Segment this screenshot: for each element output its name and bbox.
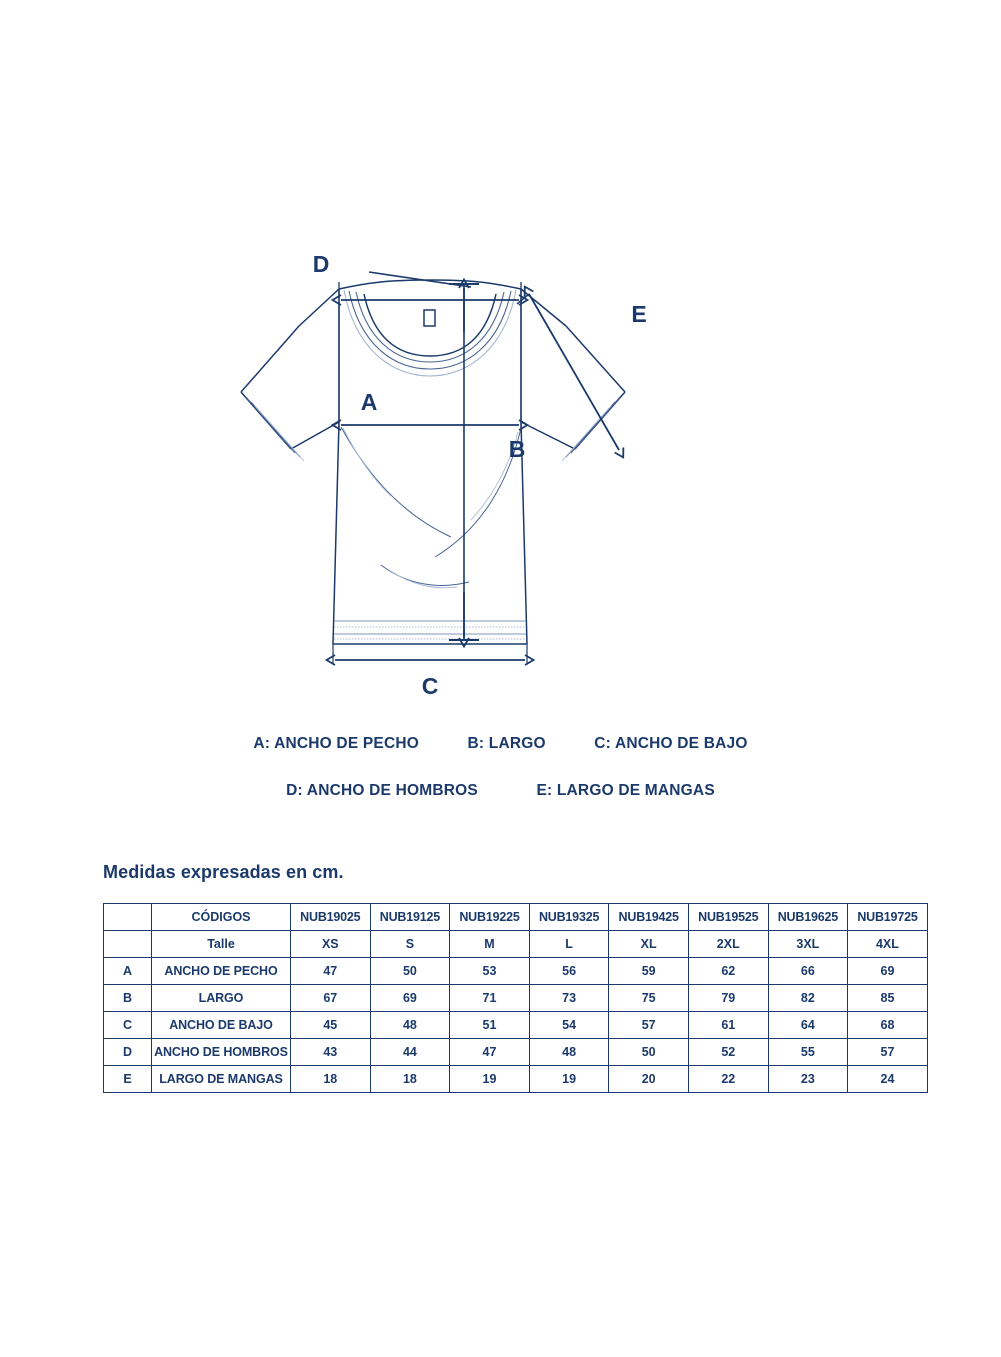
cell-B-M: 71 [450,985,530,1012]
cell-C-XS: 45 [291,1012,371,1039]
row-letter-B: B [104,985,152,1012]
header-size-0: XS [291,931,371,958]
legend-item-b: B: LARGO [467,735,546,752]
header-talle-label: Talle [152,931,291,958]
size-table-container [103,903,918,1093]
table-row [104,1066,928,1093]
header-code-7: NUB19725 [848,904,928,931]
table-heading: Medidas expresadas en cm. [103,862,344,882]
cell-E-XL: 20 [609,1066,689,1093]
diagram-label-c: C [421,673,438,699]
cell-A-3XL: 66 [768,958,848,985]
header-code-4: NUB19425 [609,904,689,931]
measure-arrow-d [341,272,519,300]
table-header-sizes-row [104,931,928,958]
header-code-1: NUB19125 [370,904,450,931]
header-size-1: S [370,931,450,958]
collar-detail [349,291,511,369]
measurement-guides [333,282,527,664]
sleeve-cuff-detail-light [255,406,611,461]
shirt-outline [241,280,625,644]
row-label-C: ANCHO DE BAJO [152,1012,291,1039]
collar-detail-light [344,290,516,376]
header-size-2: M [450,931,530,958]
cell-D-S: 44 [370,1039,450,1066]
row-letter-C: C [104,1012,152,1039]
tshirt-diagram [0,232,1001,712]
cell-D-3XL: 55 [768,1039,848,1066]
cell-A-L: 56 [529,958,609,985]
header-size-4: XL [609,931,689,958]
header-size-3: L [529,931,609,958]
cell-D-2XL: 52 [688,1039,768,1066]
header-corner-empty [104,931,152,958]
cell-E-2XL: 22 [688,1066,768,1093]
header-size-6: 3XL [768,931,848,958]
cell-A-XL: 59 [609,958,689,985]
cell-E-S: 18 [370,1066,450,1093]
cell-D-XL: 50 [609,1039,689,1066]
header-code-2: NUB19225 [450,904,530,931]
cell-B-XS: 67 [291,985,371,1012]
table-row [104,1012,928,1039]
cell-A-S: 50 [370,958,450,985]
hem-detail [334,621,526,639]
row-label-A: ANCHO DE PECHO [152,958,291,985]
row-label-E: LARGO DE MANGAS [152,1066,291,1093]
header-code-6: NUB19625 [768,904,848,931]
cell-A-2XL: 62 [688,958,768,985]
cell-E-3XL: 23 [768,1066,848,1093]
table-header-codes-row [104,904,928,931]
cell-B-XL: 75 [609,985,689,1012]
diagram-label-a: A [360,389,377,415]
sleeve-cuff-detail [246,397,620,457]
cell-C-3XL: 64 [768,1012,848,1039]
cell-B-3XL: 82 [768,985,848,1012]
header-code-5: NUB19525 [688,904,768,931]
row-label-D: ANCHO DE HOMBROS [152,1039,291,1066]
cell-C-M: 51 [450,1012,530,1039]
body-drape-lines-light [343,428,518,588]
row-letter-D: D [104,1039,152,1066]
cell-E-4XL: 24 [848,1066,928,1093]
cell-D-XS: 43 [291,1039,371,1066]
cell-A-M: 53 [450,958,530,985]
header-code-3: NUB19325 [529,904,609,931]
cell-B-4XL: 85 [848,985,928,1012]
header-code-0: NUB19025 [291,904,371,931]
diagram-label-b: B [508,436,525,462]
cell-C-XL: 57 [609,1012,689,1039]
legend-item-d: D: ANCHO DE HOMBROS [286,782,478,799]
cell-D-4XL: 57 [848,1039,928,1066]
cell-E-L: 19 [529,1066,609,1093]
tshirt-technical-drawing [221,232,781,702]
legend-row-1 [0,735,1001,753]
row-label-B: LARGO [152,985,291,1012]
measurement-legend [0,735,1001,800]
cell-E-XS: 18 [291,1066,371,1093]
cell-A-4XL: 69 [848,958,928,985]
cell-B-L: 73 [529,985,609,1012]
cell-C-S: 48 [370,1012,450,1039]
row-letter-E: E [104,1066,152,1093]
cell-C-L: 54 [529,1012,609,1039]
table-row [104,985,928,1012]
row-letter-A: A [104,958,152,985]
cell-B-S: 69 [370,985,450,1012]
cell-E-M: 19 [450,1066,530,1093]
diagram-label-d: D [312,251,329,277]
cell-C-4XL: 68 [848,1012,928,1039]
legend-item-e: E: LARGO DE MANGAS [536,782,715,799]
size-table [103,903,928,1093]
cell-B-2XL: 79 [688,985,768,1012]
header-size-5: 2XL [688,931,768,958]
header-corner-letter [104,904,152,931]
cell-D-L: 48 [529,1039,609,1066]
body-drape-lines [341,427,521,585]
measure-arrow-e [517,294,619,450]
cell-D-M: 47 [450,1039,530,1066]
diagram-label-e: E [630,301,647,327]
neck-label-tag [424,310,435,326]
legend-item-c: C: ANCHO DE BAJO [594,735,748,752]
table-row [104,958,928,985]
cell-A-XS: 47 [291,958,371,985]
legend-row-2 [0,782,1001,800]
header-size-7: 4XL [848,931,928,958]
header-codigos-label: CÓDIGOS [152,904,291,931]
table-row [104,1039,928,1066]
cell-C-2XL: 61 [688,1012,768,1039]
legend-item-a: A: ANCHO DE PECHO [253,735,419,752]
